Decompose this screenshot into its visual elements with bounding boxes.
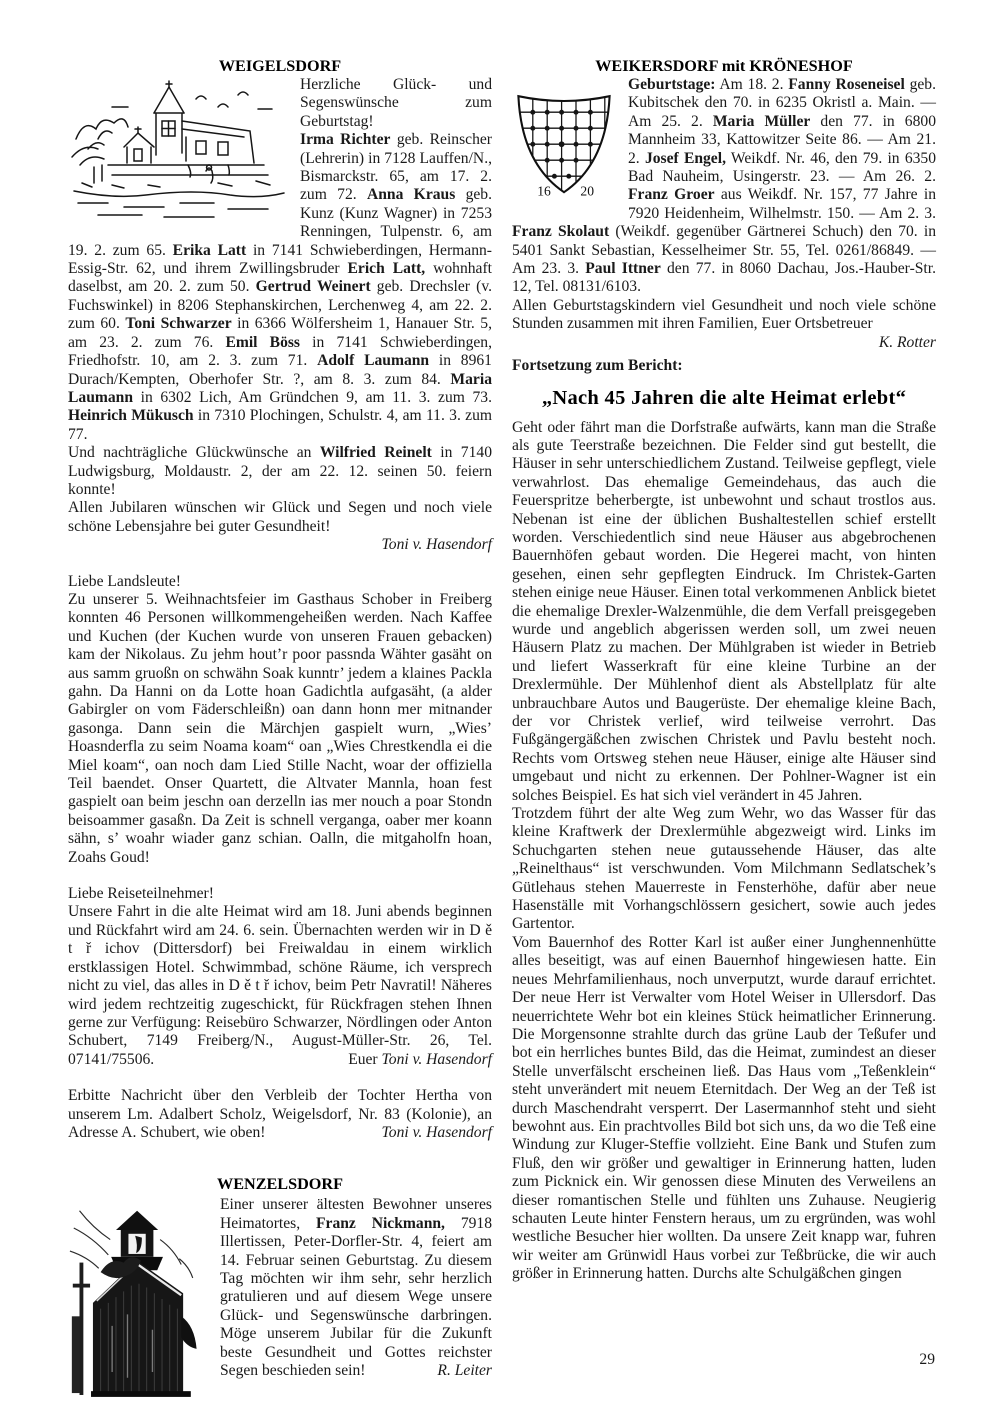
bericht-kicker: Fortsetzung zum Bericht: xyxy=(512,357,683,375)
village-church-sketch xyxy=(68,79,292,225)
weikersdorf-birthdays-paragraph: Geburtstage: Am 18. 2. Fanny Roseneisel geb. Kubitschek den 70. in 6235 Okristl a. Main. — Am 25. 2. Maria Müller den 77. in 6800 Mannheim 33, Kattowitzer Seite 86. — Am 21. 2. Josef Engel, Weikdf. Nr. 46, den 79. in 6350 Bad Nauheim, Usingerstr. 23. — Am 26. 2. Franz Groer aus Weikdf. Nr. 157, 77 Jahre in 7920 Heidenheim, Wilhelmstr. 150. — Am 2. 3. Franz Skolaut (Weikdf. gegenüber Gärtnerei Schuch) den 70. in 5401 Sankt Sebastian, Kesselheimer Str. 55, Tel. 0261/86849. — Am 23. 3. Paul Ittner den 77. in 8060 Dachau, Jos.-Hauber-Str. 12, Tel. 08131/6103. xyxy=(512,76,937,296)
greeting-paragraph: Herzliche Glück- und Segenswünsche zum Geburtstag! xyxy=(300,76,492,130)
weikersdorf-crest xyxy=(512,79,616,211)
hertha-request-paragraph: Erbitte Nachricht über den Verbleib der Tochter Hertha von unserem Lm. Adalbert Scholz, Weigelsdorf, Nr. 83 (Kolonie), an Adresse A. Schubert, wie oben! Toni v. Hasendorf xyxy=(68,1087,492,1141)
christmas-report-paragraph: Zu unserer 5. Weihnachtsfeier im Gasthaus Schober in Freiberg konnten 46 Personen willkommengeheißen werden. Nach Kaffee und Kuchen (der Kuchen wurde von unseren Frauen gebacken) kam der Nikolaus. Zu jehm hout’r poor passnda Wähter gasäht on aus samm gruoßn on schwähn Soak kunntr’ jedem a klaines Packla gahn. Da Hanni on da Lotte hoan Gadichtla aufgasäht, (a alder Gabirgler on vom Fäderschleißn) oan dann honn mer mitnander gasonga. Dann sein die Märchjen gaspielt wurn, „Wies’ Hoasnderfla zu seim Noama koam“ oan „Wies Chrestkendla ei die Miel koam“, oan noch dam Lied Stille Nacht, woar der offiziella Teil baendet. Onser Quartett, die Altvater Mannla, hoan fest gaspielt oan beim jeschn oan derzelln ias mer nouch a poar Stondn beisoammer gasaßn. Da Zeit is schnell verganga, oaber mer koann sähn, s’ woahr wiader ganz schian. Oalln, die mitgaholfn hoan, Zoahs Goud! xyxy=(68,590,492,866)
salute-reiseteilnehmer: Liebe Reiseteilnehmer! xyxy=(68,885,214,903)
wooden-chapel-photo xyxy=(68,1196,210,1404)
trip-paragraph: Unsere Fahrt in die alte Heimat wird am 18. Juni abends beginnen und Rückfahrt wird am 24. 6. sein. Übernachten werden wir in D ě t ř ichov (Dittersdorf) bei Freiwaldau in einem wirklich erstklassigen Hotel. Schwimmbad, schöne Räume, ich versprech nicht zu viel, das alles in D ě t ř ichov, beim Petr Navratil! Näheres wird jedem rechtzeitig zugeschickt, für Rückfragen stehen Ihnen gerne zur Verfügung: Reisebüro Schwarzer, Nördlingen oder Anton Schubert, 7149 Freiberg/N., August-Müller-Str. 26, Tel. 07141/75506. Euer Toni v. Hasendorf xyxy=(68,903,492,1068)
salute-landsleute: Liebe Landsleute! xyxy=(68,572,182,590)
jubilare-wish-paragraph: Allen Jubilaren wünschen wir Glück und Segen und noch viele schöne Lebensjahre bei guter Gesundheit! xyxy=(68,499,492,535)
weikersdorf-heading: WEIKERSDORF mit KRÖNESHOF xyxy=(595,57,853,75)
article-headline: „Nach 45 Jahren die alte Heimat erlebt“ xyxy=(541,386,907,409)
article-paragraph-1: Geht oder fährt man die Dorfstraße aufwärts, kann man die Straße als gute Teerstraße bezeichnen. Die Felder sind gut bestellt, die Häuser in sehr unterschiedlichem Zustand. Teilweise gepflegt, viele verwahrlost. Das ehemalige Gemeindehaus, das auch die Feuerspritze beherbergte, ist unbewohnt und schaut trostlos aus. Nebenan ist eine der üblichen Bushaltestellen schief erstellt worden. Verschiedentlich sind neue Häuser aus abgebrochenen Bauernhöfen gebaut worden. Die Hegerei macht, von hinten gesehen, einen sehr gepflegten Eindruck. Im Christek-Garten stehen einige neue Häuser. Einen total verkommenen Anblick bietet die ehemalige Drexler-Walzenmühle, die dem Verfall preisgegeben wurde und angeblich abgerissen werden soll, um zwei neuen Häusern Platz zu machen. Der Mühlgraben ist wieder in Betrieb und liefert Wasserkraft für eine kleine Turbine an der Drexlermühle. Der Mühlenhof dient als Abstellplatz für alte unbrauchbare Autos und Baugerüste. Der ehemalige kleine Bach, der vor Christek verlief, wird teilweise verrohrt. Das Fußgängergäßchen zwischen Christek und Pavlu besteht noch. Rechts vom Ortsweg stehen neue Häuser, einige alte Häuser sind umgebaut und nicht zu erkennen. Der Pohlner-Wagner ist ein solches Beispiel. Es hat sich viel verändert in 45 Jahren. xyxy=(512,418,936,804)
wenzelsdorf-heading: WENZELSDORF xyxy=(217,1175,343,1194)
article-paragraph-3: Vom Bauernhof des Rotter Karl ist außer einer Junghennenhütte alles beseitigt, was auf einen Bauernhof hingewiesen hatte. Ein neues Mehrfamilienhaus, noch unverputzt, wurde darauf errichtet. Der neue Herr ist Verwalter vom Hotel Weiser in Ullersdorf. Das neuerrichtete Wehr bot ein kleines Stück heimatlicher Erinnerung. Die Morgensonne strahlte durch das grüne Laub der Teßufer und bot ein herrliches buntes Bild, das die Heimat, zumindest an dieser Stelle unverfälscht erscheinen ließ. Das Haus vom „Teßenklein“ steht unverändert mit neuem Eternitdach. Der Weg an der Teß ist durch Maschendraht versperrt. Der Lasermannhof steht und sieht bewohnt aus. Ein prachtvolles Bild bot sich uns, da wo die Teß eine Windung zur Kluger-Steffie vollzieht. Eine Bank und Stufen zum Fluß, den wir größer und gewaltiger in Erinnerung hatten, luden zum Picknick ein. Wir genossen diese Minuten des Verweilens an dieser romantischen Stelle und fühlten uns Zuhause. Neugierig schauten Leute hinter Fenstern heraus, um zu ergründen, was wohl westliche Besucher hier wollten. Da unsere Zeit knapp war, fuhren wir weiter am Grünwidl Haus vorbei zur Teßbrücke, die wir auch größer in Erinnerung hatten. Durchs alte Schulgäßchen gingen xyxy=(512,933,936,1283)
belated-wishes-paragraph: Und nachträgliche Glückwünsche an Wilfried Reinelt in 7140 Ludwigsburg, Moldaustr. 2, der am 22. 12. seinen 50. feiern konnte! xyxy=(68,444,492,498)
birthdays-paragraph: Irma Richter geb. Reinscher (Lehrerin) in 7128 Lauffen/N., Bismarckstr. 65, am 17. 2. zum 72. Anna Kraus geb. Kunz (Kunz Wagner) in 7253 Renningen, Tulpenstr. 6, am 19. 2. zum 65. Erika Latt in 7141 Schwieberdingen, Hermann-Essig-Str. 62, und ihrem Zwillingsbruder Erich Latt, wohnhaft daselbst, am 20. 2. zum 50. Gertrud Weinert geb. Drechsler (v. Fuchswinkel) in 8206 Stephanskirchen, Lerchenweg 4, am 22. 2. zum 60. Toni Schwarzer in 6366 Wölfersheim 1, Hanauer Str. 5, am 23. 2. zum 76. Emil Böss in 7141 Schwieberdingen, Friedhofstr. 10, am 2. 3. zum 71. Adolf Laumann in 8961 Durach/Kempten, Oberhofer Str. ?, am 8. 3. zum 84. Maria Laumann in 6302 Lich, Am Gründchen 9, am 11. 3. zum 73. Heinrich Mükusch in 7310 Plochingen, Schulstr. 4, am 11. 3. zum 77. xyxy=(68,131,493,443)
section-wenzelsdorf xyxy=(68,1174,492,1404)
page-number: 29 xyxy=(919,1350,935,1368)
section-weikersdorf xyxy=(512,56,936,352)
weigelsdorf-heading: WEIGELSDORF xyxy=(218,57,342,75)
right-column xyxy=(512,56,936,1404)
left-column xyxy=(68,56,492,1404)
wenzelsdorf-paragraph: Einer unserer ältesten Bewohner unseres Heimatortes, Franz Nickmann, 7918 Illertissen, Peter-Dorfler-Str. 4, feiert am 14. Februar seinen Geburtstag. Zu diesem Tag möchten wir ihm sehr, sehr herzlich gratulieren und auf diesem Wege unsere Glück- und Segenswünsche darbringen. Möge unserem Jubilar für die Zukunft beste Gesundheit und Gottes reichster Segen beschieden sein! R. Leiter xyxy=(220,1196,493,1379)
signature-rotter: K. Rotter xyxy=(878,333,936,351)
section-weigelsdorf xyxy=(68,56,492,1142)
crest-number-right: 20 xyxy=(580,183,594,199)
article-paragraph-2: Trotzdem führt der alte Weg zum Wehr, wo das Wasser für das kleine Kraftwerk der Drexlermühle abgezweigt wird. Links im Schuchgarten stehen neue gutaussehende Häuser, das alte „Reinelthaus“ ist verschwunden. Vom Milchmann Sedlatschek’s Gütlehaus stehen Mauerreste in Fensterhöhe, dafür aber neue Hasenställe mit Vorhangschlössern gesichert, sowie auch jedes Gartentor. xyxy=(512,805,936,933)
section-bericht xyxy=(512,357,936,1284)
crest-number-left: 16 xyxy=(537,183,551,199)
weikersdorf-closing-paragraph: Allen Geburtstagskindern viel Gesundheit und noch viele schöne Stunden zusammen mit ihren Familien, Euer Ortsbetreuer xyxy=(512,296,936,333)
signature-hasendorf: Toni v. Hasendorf xyxy=(381,536,492,554)
